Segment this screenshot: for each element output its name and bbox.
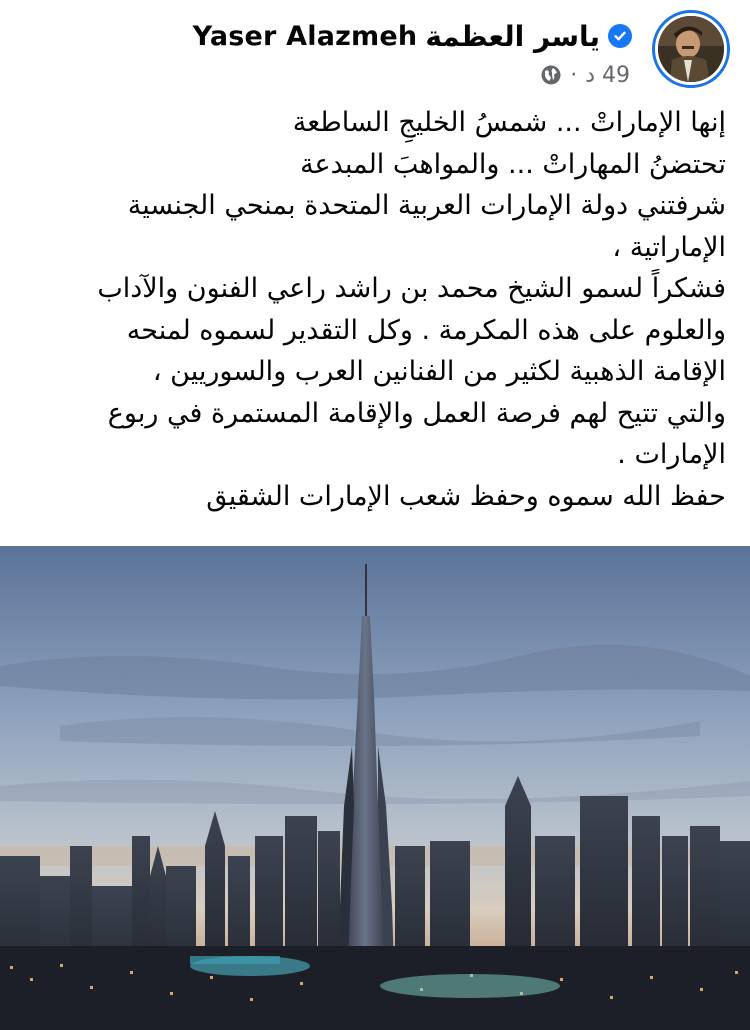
post-text-line: فشكراً لسمو الشيخ محمد بن راشد راعي الفنون والآداب xyxy=(97,273,726,304)
author-avatar[interactable] xyxy=(652,10,730,88)
post-header xyxy=(0,0,750,95)
post-text-line: شرفتني دولة الإمارات العربية المتحدة بمنحي الجنسية xyxy=(127,190,726,221)
verified-badge-icon xyxy=(608,24,632,48)
post-meta xyxy=(540,60,630,90)
post-text-line: إنها الإماراتْ ... شمسُ الخليجِ الساطعة xyxy=(292,107,726,138)
avatar-photo xyxy=(658,16,724,82)
globe-icon[interactable] xyxy=(540,64,562,86)
post-timestamp[interactable]: 49 د xyxy=(585,62,630,88)
author-name-row xyxy=(193,18,632,54)
author-name-latin[interactable]: Yaser Alazmeh xyxy=(192,20,418,52)
meta-separator: · xyxy=(570,62,578,88)
post-body-text xyxy=(20,102,726,517)
post-text-line: والتي تتيح لهم فرصة العمل والإقامة المستمرة في ربوع xyxy=(107,397,726,429)
dubai-skyline-image xyxy=(0,546,750,1030)
author-name-arabic[interactable]: ياسر العظمة xyxy=(425,19,600,53)
post-text-line: تحتضنُ المهاراتْ ... والمواهبَ المبدعة xyxy=(300,148,726,180)
post-text-line: والعلوم على هذه المكرمة . وكل التقدير لسموه لمنحه xyxy=(126,314,726,346)
post-text-line: الإماراتية ، xyxy=(612,231,726,263)
post-text-line: الإمارات . xyxy=(617,439,726,470)
post-photo[interactable] xyxy=(0,546,750,1030)
post-text-line: الإقامة الذهبية لكثير من الفنانين العرب والسوريين ، xyxy=(152,356,726,387)
post-text-line: حفظ الله سموه وحفظ شعب الإمارات الشقيق xyxy=(206,480,726,512)
